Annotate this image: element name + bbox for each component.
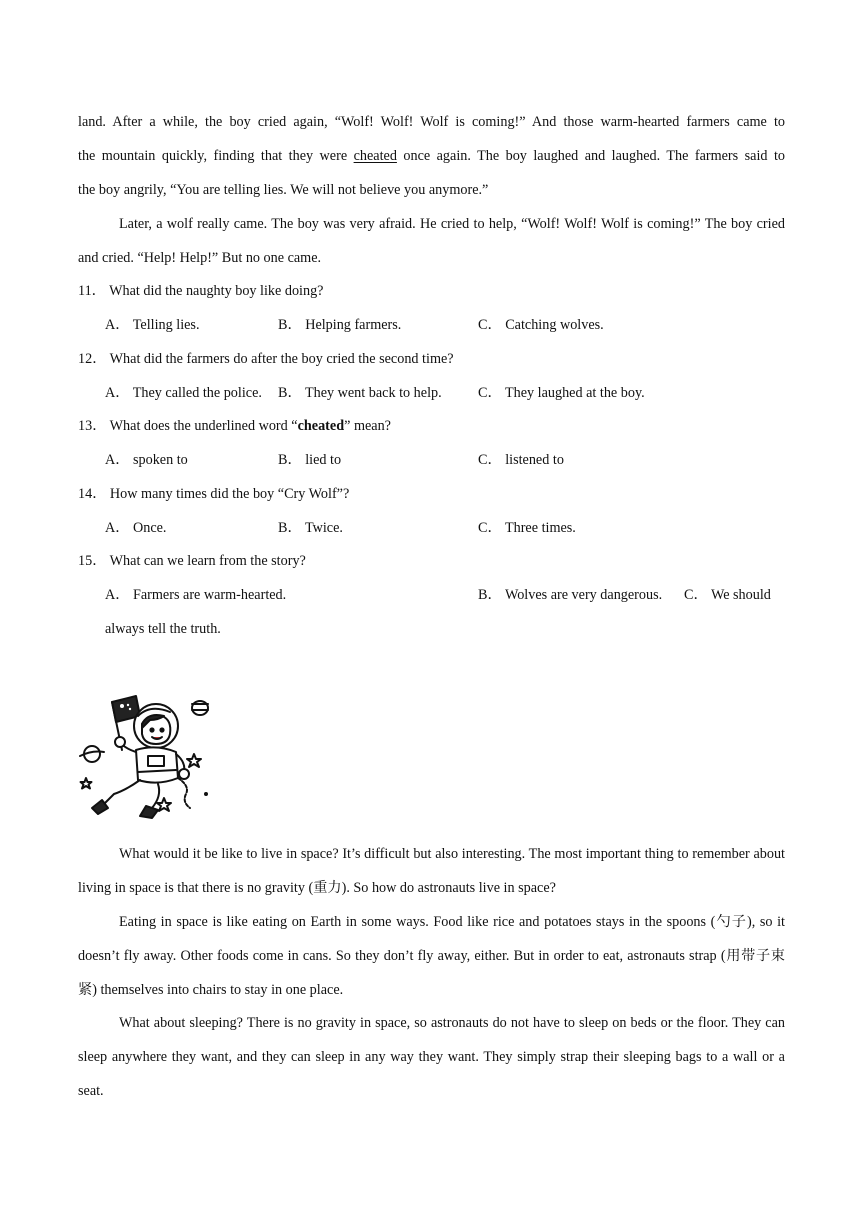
option-a[interactable]: A． spoken to bbox=[105, 452, 188, 468]
question-15-stem: 15． What can we learn from the story? bbox=[78, 553, 306, 569]
option-b[interactable]: B． They went back to help. bbox=[278, 385, 442, 401]
question-14-options bbox=[105, 511, 785, 545]
question-14-stem: 14． How many times did the boy “Cry Wolf”? bbox=[78, 486, 350, 502]
astronaut-illustration bbox=[78, 690, 210, 824]
question-13-stem-text-a: 13． What does the underlined word “ bbox=[78, 418, 298, 434]
question-15-option-c-continued: always tell the truth. bbox=[105, 621, 221, 637]
passage2-paragraph2: Eating in space is like eating on Earth in some ways. Food like rice and potatoes stays in the spoons (勺子), so it doesn’t fly away. Other foods come in cans. So they don’t fly away, either. But in order to eat, astronauts strap (用带子束紧) themselves into chairs to stay in one place. bbox=[78, 914, 785, 998]
option-c[interactable]: C． We should bbox=[684, 587, 771, 603]
passage1-line2-text-b: once again. The boy laughed and laughed. The farmers said to bbox=[396, 148, 785, 164]
option-a[interactable]: A． They called the police. bbox=[105, 385, 262, 401]
option-a[interactable]: A． Farmers are warm-hearted. bbox=[105, 587, 287, 603]
option-b[interactable]: B． Twice. bbox=[278, 520, 343, 536]
question-15-options bbox=[105, 578, 785, 612]
question-11-stem: 11． What did the naughty boy like doing? bbox=[78, 283, 324, 299]
passage1-paragraph2: Later, a wolf really came. The boy was very afraid. He cried to help, “Wolf! Wolf! Wolf is coming!” The boy cried and cried. “Help! Help!” But no one came. bbox=[78, 216, 785, 266]
option-c[interactable]: C． Three times. bbox=[478, 520, 576, 536]
passage1-line1: land. After a while, the boy cried again, “Wolf! Wolf! Wolf is coming!” And those warm-hearted farmers came to bbox=[78, 114, 785, 130]
question-13-stem-text-b: ” mean? bbox=[344, 418, 391, 434]
question-11-options bbox=[105, 308, 785, 342]
question-13-stem bbox=[78, 409, 391, 443]
option-c[interactable]: C． Catching wolves. bbox=[478, 317, 604, 333]
passage2-paragraph1: What would it be like to live in space? It’s difficult but also interesting. The most important thing to remember about living in space is that there is no gravity (重力). So how do astronauts live in space? bbox=[78, 846, 785, 896]
option-b[interactable]: B． Helping farmers. bbox=[278, 317, 402, 333]
astronaut-with-flag-icon bbox=[78, 690, 210, 824]
option-c[interactable]: C． They laughed at the boy. bbox=[478, 385, 645, 401]
option-c[interactable]: C． listened to bbox=[478, 452, 564, 468]
question-13-bold-word: cheated bbox=[297, 418, 345, 434]
option-a[interactable]: A． Telling lies. bbox=[105, 317, 200, 333]
question-12-stem: 12． What did the farmers do after the boy cried the second time? bbox=[78, 351, 454, 367]
question-13-options bbox=[105, 443, 785, 477]
underlined-word-cheated: cheated bbox=[353, 148, 397, 164]
passage2-paragraph3: What about sleeping? There is no gravity in space, so astronauts do not have to sleep on beds or the floor. They can sleep anywhere they want, and they can sleep in any way they want. They simply strap their sleeping bags to a wall or a seat. bbox=[78, 1015, 785, 1099]
option-a[interactable]: A． Once. bbox=[105, 520, 167, 536]
passage1-line2 bbox=[78, 139, 785, 173]
question-12-options bbox=[105, 376, 785, 410]
option-b[interactable]: B． Wolves are very dangerous. bbox=[478, 587, 663, 603]
option-b[interactable]: B． lied to bbox=[278, 452, 342, 468]
passage1-line2-text-a: the mountain quickly, finding that they were bbox=[78, 148, 354, 164]
passage1-line3: the boy angrily, “You are telling lies. We will not believe you anymore.” bbox=[78, 182, 489, 198]
